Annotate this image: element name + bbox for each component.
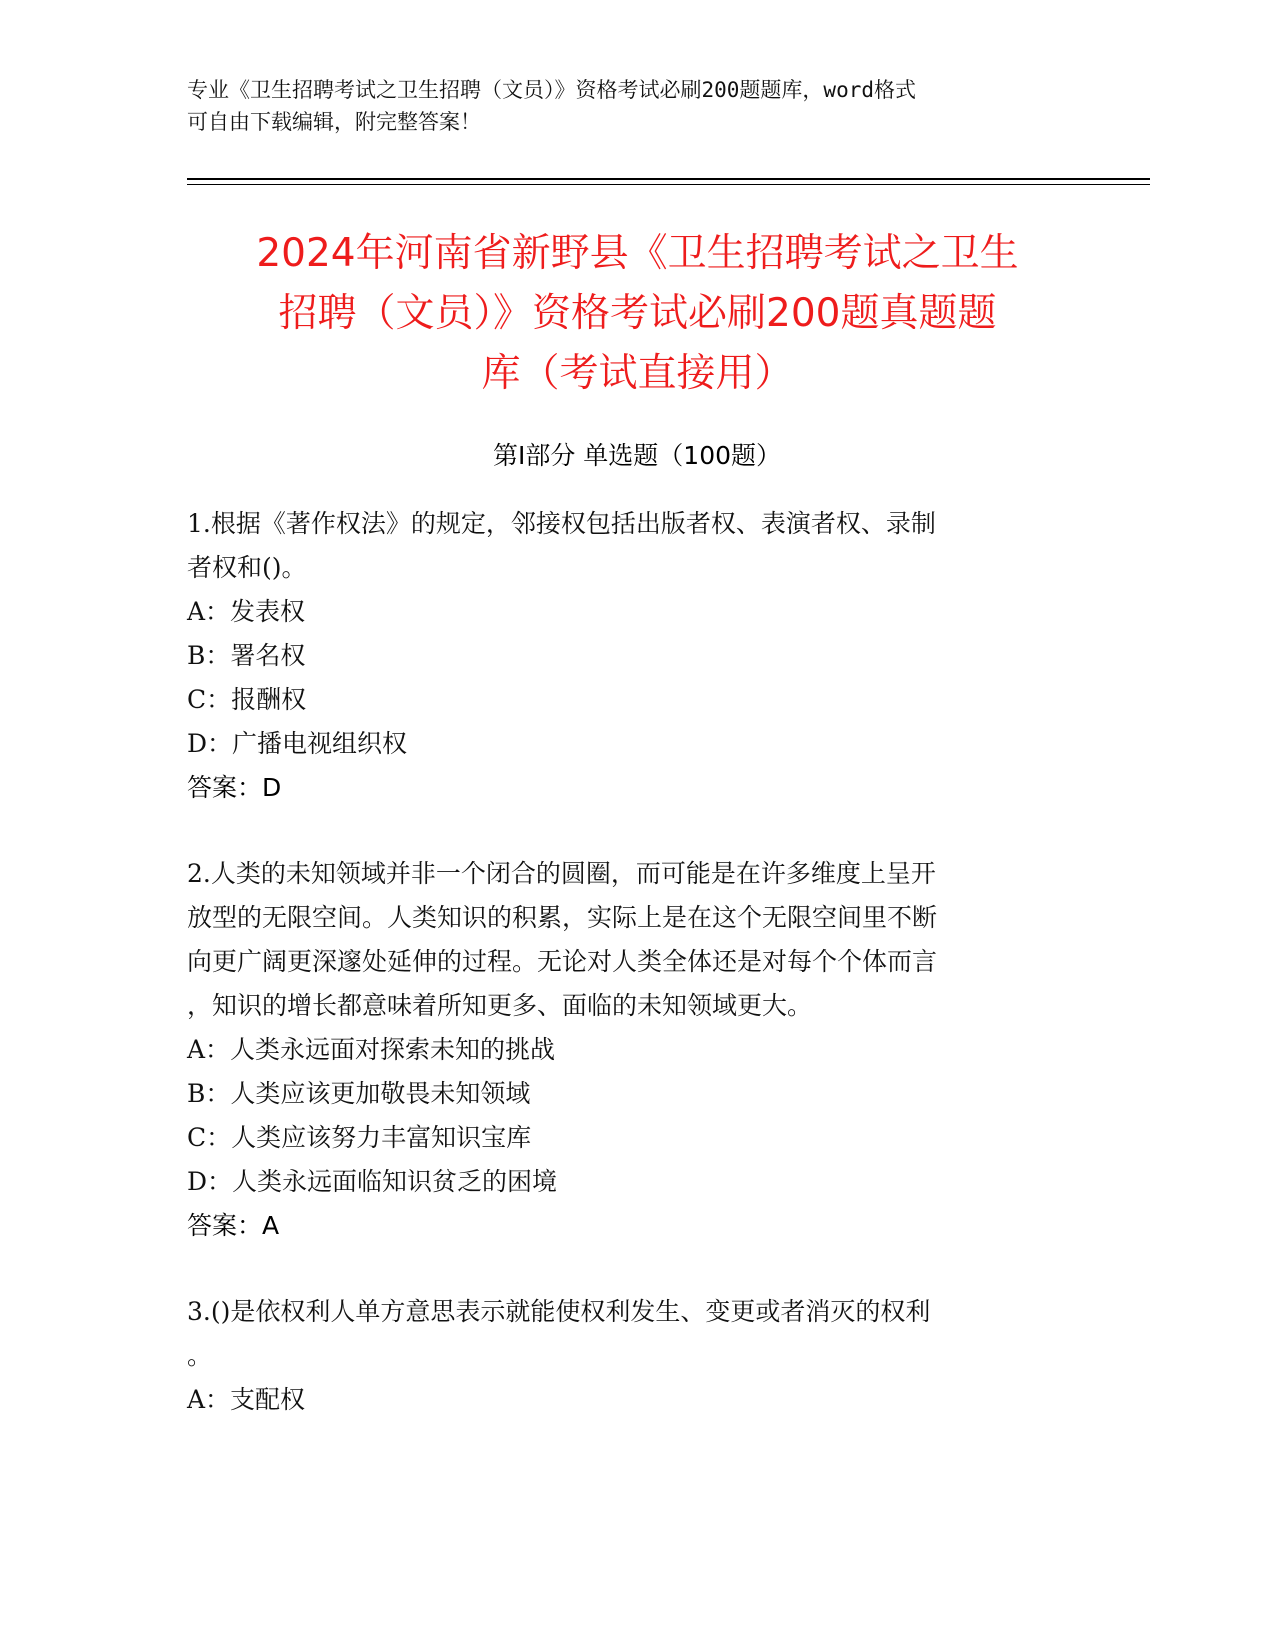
question-2-answer: 答案：A: [187, 1211, 280, 1240]
title-line: 2024年河南省新野县《卫生招聘考试之卫生: [256, 231, 1019, 276]
header-divider-thick: [187, 178, 1150, 180]
question-3-option-a: A：支配权: [187, 1385, 306, 1414]
question-1-option-b: B：署名权: [187, 641, 306, 670]
question-1-text-line: 1.根据《著作权法》的规定，邻接权包括出版者权、表演者权、录制: [187, 509, 936, 538]
question-1-option-c: C：报酬权: [187, 685, 307, 714]
question-2-option-a: A：人类永远面对探索未知的挑战: [187, 1035, 556, 1064]
question-1-option-a: A：发表权: [187, 597, 306, 626]
question-2-text-line: ，知识的增长都意味着所知更多、面临的未知领域更大。: [187, 991, 813, 1020]
section-title: 第Ⅰ部分 单选题（100题）: [492, 441, 782, 470]
header-note-line: 专业《卫生招聘考试之卫生招聘（文员）》资格考试必刷200题题库，word格式: [187, 78, 916, 102]
header-note-line: 可自由下载编辑，附完整答案！: [187, 110, 481, 134]
question-2-option-d: D：人类永远面临知识贫乏的困境: [187, 1167, 558, 1196]
question-2-text-line: 2.人类的未知领域并非一个闭合的圆圈，而可能是在许多维度上呈开: [187, 859, 936, 888]
question-1-text-line: 者权和()。: [187, 553, 307, 582]
document-title: [160, 224, 1115, 404]
question-2-option-c: C：人类应该努力丰富知识宝库: [187, 1123, 532, 1152]
title-line: 招聘（文员）》资格考试必刷200题真题题: [278, 291, 997, 336]
question-3-text-line: 。: [187, 1341, 213, 1370]
question-1-answer: 答案：D: [187, 773, 282, 802]
header-note: [187, 74, 1067, 138]
question-2-option-b: B：人类应该更加敬畏未知领域: [187, 1079, 531, 1108]
question-1-option-d: D：广播电视组织权: [187, 729, 408, 758]
title-line: 库（考试直接用）: [481, 351, 794, 396]
header-divider-thin: [187, 184, 1150, 185]
question-2-text-line: 放型的无限空间。人类知识的积累，实际上是在这个无限空间里不断: [187, 903, 938, 932]
question-3-text-line: 3.()是依权利人单方意思表示就能使权利发生、变更或者消灭的权利: [187, 1297, 931, 1326]
question-2-text-line: 向更广阔更深邃处延伸的过程。无论对人类全体还是对每个个体而言: [187, 947, 938, 976]
